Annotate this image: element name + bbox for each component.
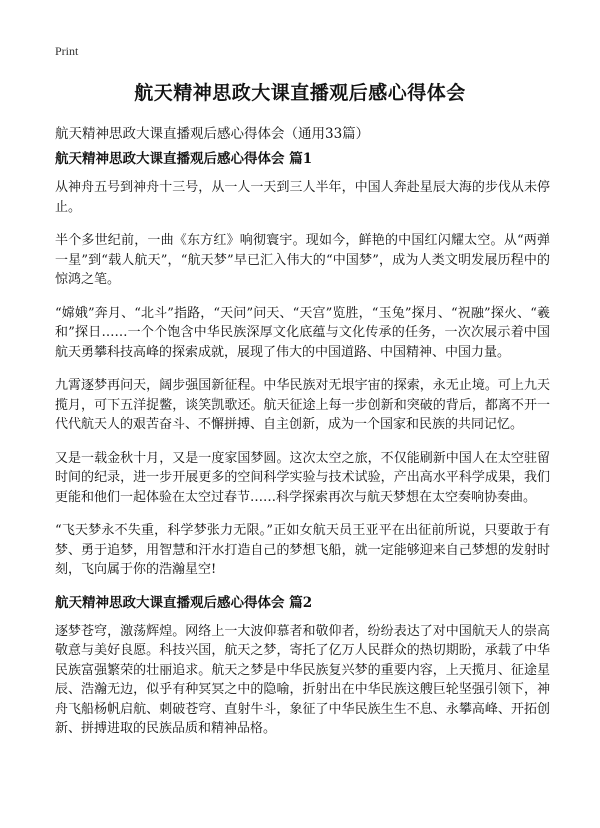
paragraph: 从神舟五号到神舟十三号，从一人一天到三人半年，中国人奔赴星辰大海的步伐从未停止。 [55, 180, 550, 215]
paragraph: 又是一载金秋十月，又是一度家国梦圆。这次太空之旅，不仅能刷新中国人在太空驻留时间的纪录，进一步开展更多的空间科学实验与技术试验，产出高水平科学成果，我们更能和他们一起体验在太空过春节……科学探索再次与航天梦想在太空奏响协奏曲。 [55, 450, 550, 505]
print-link[interactable]: Print [55, 44, 79, 58]
page-subtitle: 航天精神思政大课直播观后感心得体会（通用33篇） [55, 126, 370, 142]
paragraph: “飞天梦永不失重，科学梦张力无限。”正如女航天员王亚平在出征前所说，只要敢于有梦、勇于追梦，用智慧和汗水打造自己的梦想飞船，就一定能够迎来自己梦想的发射时刻，飞向属于你的浩瀚星空! [55, 523, 550, 577]
section-heading: 航天精神思政大课直播观后感心得体会 篇2 [55, 594, 313, 611]
paragraph: 半个多世纪前，一曲《东方红》响彻寰宇。现如今，鲜艳的中国红闪耀太空。从“两弹一星”到“载人航天”，“航天梦”早已汇入伟大的“中国梦”，成为人类文明发展历程中的惊鸿之笔。 [55, 233, 550, 287]
section-2 [55, 594, 550, 739]
paragraph: “嫦娥”奔月、“北斗”指路，“天问”问天、“天宫”览胜，“玉兔”探月、“祝融”探火、“羲和”探日……一个个饱含中华民族深厚文化底蕴与文化传承的任务，一次次展示着中国航天勇攀科技高峰的探索成就，展现了伟大的中国道路、中国精神、中国力量。 [55, 305, 550, 360]
section-heading: 航天精神思政大课直播观后感心得体会 篇1 [55, 151, 313, 167]
page-title: 航天精神思政大课直播观后感心得体会 [134, 82, 466, 104]
section-1 [55, 150, 550, 580]
paragraph: 九霄逐梦再问天，阔步强国新征程。中华民族对无垠宇宙的探索，永无止境。可上九天揽月，可下五洋捉鳖，谈笑凯歌还。航天征途上每一步创新和突破的背后，都离不开一代代航天人的艰苦奋斗、不懈拼搏、自主创新，成为一个国家和民族的共同记忆。 [55, 378, 550, 432]
paragraph: 逐梦苍穹，激荡辉煌。网络上一大波仰慕者和敬仰者，纷纷表达了对中国航天人的崇高敬意与美好良愿。科技兴国，航天之梦，寄托了亿万人民群众的热切期盼，承载了中华民族富强繁荣的壮丽追求。航天之梦是中华民族复兴梦的重要内容，上天揽月、征途星辰、浩瀚无边，似乎有种冥冥之中的隐喻，折射出在中华民族这艘巨轮坚强引领下，神舟飞船杨帆启航、刺破苍穹、直射牛斗，象征了中华民族生生不息、永攀高峰、开拓创新、拼搏进取的民族品质和精神品格。 [55, 623, 550, 736]
article-body [55, 150, 550, 753]
